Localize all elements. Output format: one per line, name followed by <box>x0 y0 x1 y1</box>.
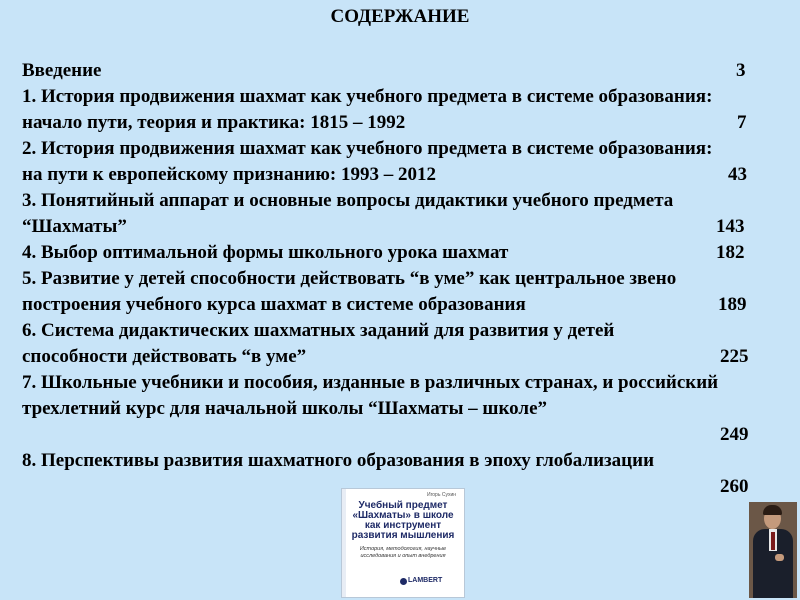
publisher-name: LAMBERT <box>408 577 443 584</box>
publisher-logo-icon <box>400 578 407 585</box>
toc-entry-text: 7. Школьные учебники и пособия, изданные в различных странах, и российский трехлетний курс для начальной школы “Шахматы – школе” <box>22 372 719 420</box>
toc-entry-text: 2. История продвижения шахмат как учебного предмета в системе образования: на пути к европейскому признанию: 1993 – 2012 <box>22 138 713 186</box>
toc-entry-4 <box>22 240 792 266</box>
toc-entry-page: 225 <box>720 346 749 367</box>
book-cover-image <box>342 489 464 597</box>
toc-entry-text: 8. Перспективы развития шахматного образования в эпоху глобализации <box>22 450 655 471</box>
toc-entry-page: 260 <box>720 476 749 497</box>
toc-entry-text: 1. История продвижения шахмат как учебного предмета в системе образования: начало пути, теория и практика: 1815 – 1992 <box>22 86 713 134</box>
toc-entry-2 <box>22 136 792 188</box>
photo-hand <box>775 554 784 561</box>
toc-entry-5 <box>22 266 792 318</box>
toc-entry-text: 5. Развитие у детей способности действовать “в уме” как центральное звено построения учебного курса шахмат в системе образования <box>22 268 677 316</box>
toc-entry-page: 189 <box>718 294 747 315</box>
book-title: Учебный предмет «Шахматы» в школе как инструмент развития мышления <box>351 500 455 541</box>
author-photo <box>749 502 797 598</box>
toc-entry-page: 249 <box>720 424 749 445</box>
toc-entry-intro <box>22 58 792 84</box>
toc-entry-page: 7 <box>737 112 747 133</box>
toc-entry-page: 3 <box>736 60 746 81</box>
toc-entry-text: 3. Понятийный аппарат и основные вопросы дидактики учебного предмета “Шахматы” <box>22 190 674 238</box>
photo-hair <box>763 505 782 515</box>
toc-entry-text: 4. Выбор оптимальной формы школьного урока шахмат <box>22 242 509 263</box>
toc-entry-text: 6. Система дидактических шахматных заданий для развития у детей способности действовать “в уме” <box>22 320 615 368</box>
toc-entry-3 <box>22 188 792 240</box>
book-author: Игорь Сухин <box>426 492 456 498</box>
toc-entry-page: 143 <box>716 216 745 237</box>
toc-entry-page: 43 <box>728 164 747 185</box>
toc-entry-6 <box>22 318 792 370</box>
toc-entry-text: Введение <box>22 60 102 81</box>
page-title: СОДЕРЖАНИЕ <box>330 6 470 27</box>
book-subtitle: История, методология, научные исследования и опыт внедрения <box>359 546 447 559</box>
toc-entry-page: 182 <box>716 242 745 263</box>
photo-tie <box>771 532 775 550</box>
toc-entry-7 <box>22 370 792 448</box>
table-of-contents <box>22 58 792 500</box>
toc-entry-1 <box>22 84 792 136</box>
